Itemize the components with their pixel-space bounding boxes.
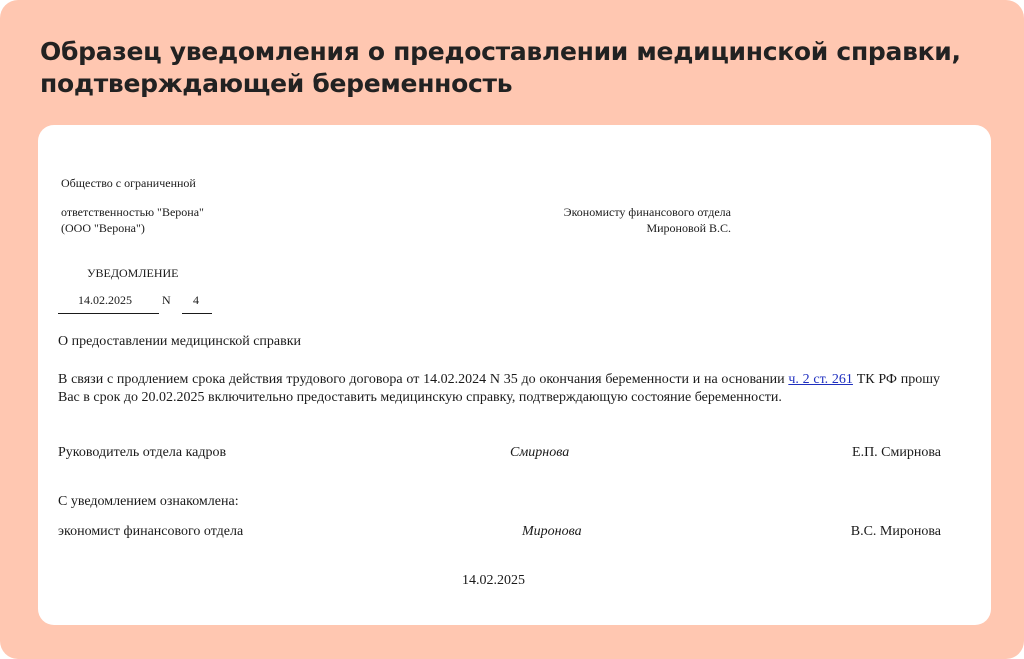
signer-name: Е.П. Смирнова (852, 445, 941, 460)
document-number: 4 (193, 293, 199, 307)
addressee-position: Экономисту финансового отдела (563, 205, 731, 219)
signer-position: Руководитель отдела кадров (58, 445, 227, 460)
page-title-line-1: Образец уведомления о предоставлении медицинской справки, (40, 37, 961, 66)
acknowledged-label: С уведомлением ознакомлена: (58, 494, 239, 509)
org-short-name: (ООО "Верона") (61, 221, 145, 235)
acknowledgement-date: 14.02.2025 (462, 573, 525, 588)
date-underline (58, 313, 159, 314)
employee-signature: Миронова (522, 524, 582, 539)
employee-position: экономист финансового отдела (58, 524, 244, 539)
document-date: 14.02.2025 (78, 293, 132, 307)
number-underline (182, 313, 212, 314)
org-name-line-2: ответственностью "Верона" (61, 205, 204, 219)
body-text-part-2: ТК РФ прошу Вас в срок до 20.02.2025 включительно предоставить медицинскую справку, подтверждающую состояние беременности. (58, 372, 940, 405)
document-sheet (38, 125, 991, 625)
document-body (58, 371, 940, 406)
document-subject: О предоставлении медицинской справки (58, 334, 302, 349)
signer-signature: Смирнова (510, 445, 570, 460)
addressee-name: Мироновой В.С. (646, 221, 731, 235)
employee-name: В.С. Миронова (850, 524, 941, 539)
law-article-link[interactable]: ч. 2 ст. 261 (788, 372, 853, 387)
body-text-part-1: В связи с продлением срока действия трудового договора от 14.02.2024 N 35 до окончания беременности и на основании (58, 372, 789, 387)
page-title-line-2: подтверждающей беременность (40, 69, 513, 98)
document-number-label: N (162, 293, 171, 307)
document-type: УВЕДОМЛЕНИЕ (87, 266, 179, 280)
page-title (40, 36, 1000, 100)
org-name-line-1: Общество с ограниченной (61, 176, 196, 190)
